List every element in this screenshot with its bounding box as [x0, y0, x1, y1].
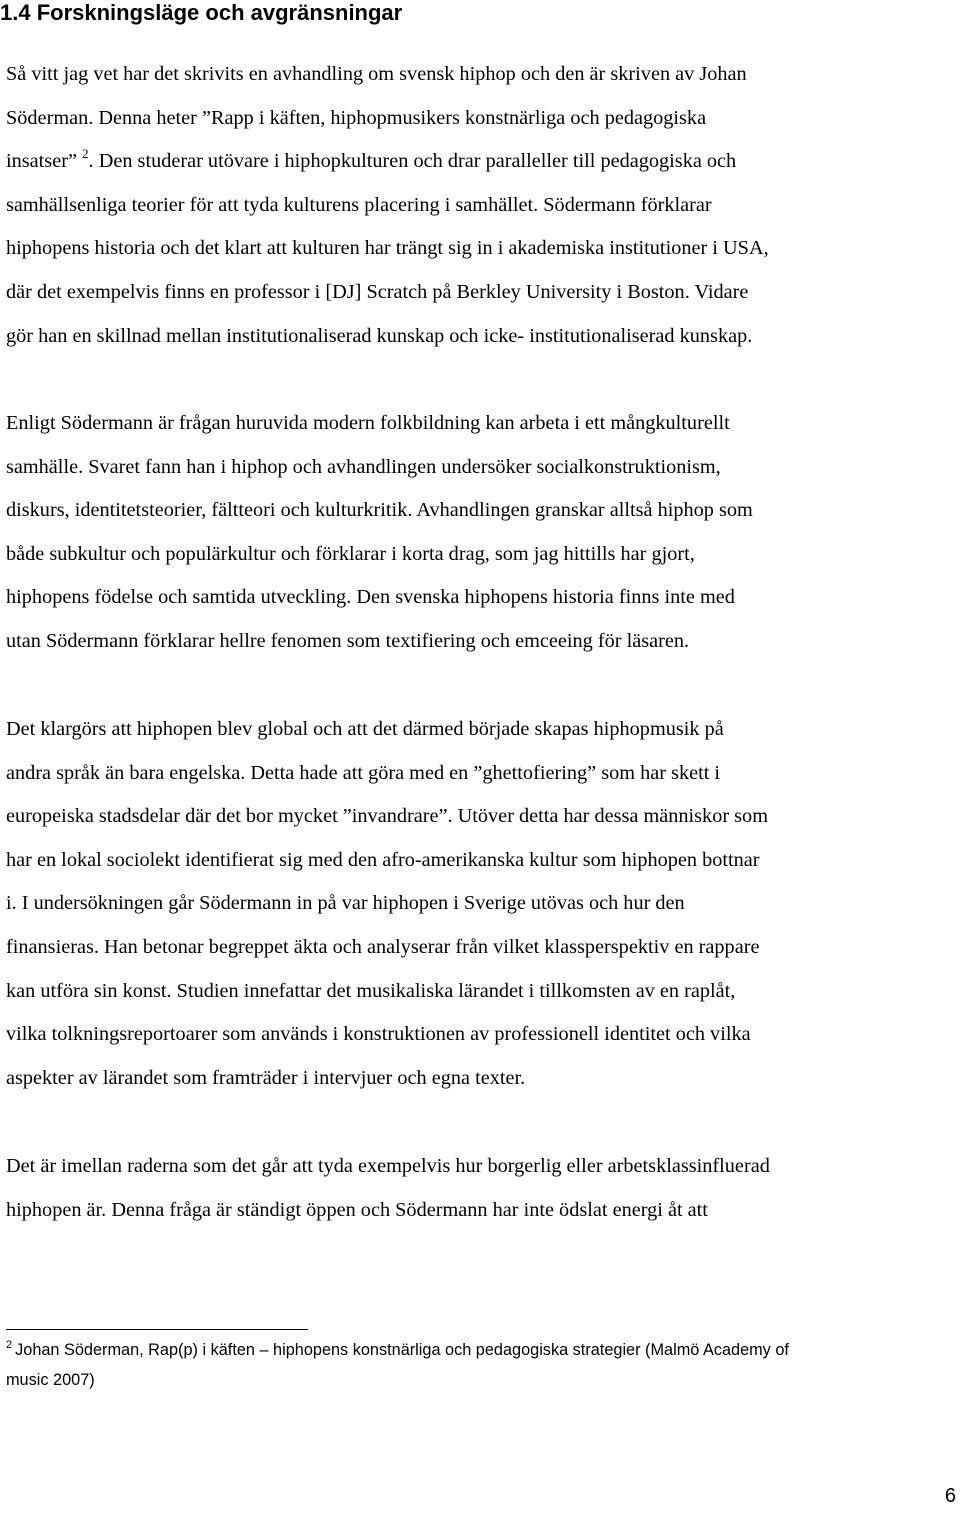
paragraph-line: gör han en skillnad mellan institutionaliserad kunskap och icke- institutionaliserad kunskap.: [6, 324, 753, 347]
paragraph-line: hiphopen är. Denna fråga är ständigt öppen och Södermann har inte ödslat energi åt att: [6, 1198, 708, 1221]
paragraph-line: vilka tolkningsreportoarer som används i konstruktionen av professionell identitet och vilka: [6, 1023, 751, 1046]
footnote: [6, 1335, 958, 1395]
paragraph-line: europeiska stadsdelar där det bor mycket ”invandrare”. Utöver detta har dessa människor som: [6, 805, 768, 828]
paragraph-line: Det är imellan raderna som det går att tyda exempelvis hur borgerlig eller arbetsklassinfluerad: [6, 1155, 770, 1177]
paragraph-line: samhällsenliga teorier för att tyda kulturens placering i samhället. Södermann förklarar: [6, 193, 712, 216]
paragraph-line: diskurs, identitetsteorier, fältteori och kulturkritik. Avhandlingen granskar alltså hiphop som: [6, 499, 753, 522]
paragraph-line: samhälle. Svaret fann han i hiphop och avhandlingen undersöker socialkonstruktionism,: [6, 455, 721, 478]
paragraph-line: i. I undersökningen går Södermann in på var hiphopen i Sverige utövas och hur den: [6, 892, 685, 915]
paragraph-research-status: [6, 53, 958, 358]
footnote-number: 2: [6, 1339, 13, 1351]
paragraph-line: hiphopens födelse och samtida utveckling. Den svenska hiphopens historia finns inte med: [6, 586, 735, 609]
paragraph-line: Enligt Södermann är frågan huruvida modern folkbildning kan arbeta i ett mångkulturellt: [6, 412, 730, 434]
paragraph-line-with-footnote: insatser” $^2$. Den studerar utövare i hiphopkulturen och drar paralleller till pedagogiska och: [6, 146, 737, 173]
paragraph-between-lines: [6, 1145, 958, 1232]
paragraph-folk-education: [6, 402, 958, 664]
paragraph-line: där det exempelvis finns en professor i [DJ] Scratch på Berkley University i Boston. Vidare: [6, 280, 749, 303]
paragraph-line: finansieras. Han betonar begreppet äkta och analyserar från vilket klassperspektiv en rappare: [6, 935, 760, 958]
footnote-reference[interactable]: 2: [82, 146, 89, 162]
paragraph-line: utan Södermann förklarar hellre fenomen som textifiering och emceeing för läsaren.: [6, 629, 690, 652]
page-number: 6: [944, 1485, 956, 1507]
paragraph-global-hiphop: [6, 708, 958, 1100]
footnote-separator: [6, 1329, 308, 1330]
paragraph-line: aspekter av lärandet som framträder i intervjuer och egna texter.: [6, 1066, 526, 1089]
paragraph-line-text: Den studerar utövare i hiphopkulturen och drar paralleller till pedagogiska och: [98, 150, 737, 173]
paragraph-line: både subkultur och populärkultur och förklarar i korta drag, som jag hittills har gjort,: [6, 542, 695, 565]
footnote-line: [6, 1335, 958, 1365]
section-heading: 1.4 Forskningsläge och avgränsningar: [0, 0, 403, 25]
paragraph-line: kan utföra sin konst. Studien innefattar det musikaliska lärandet i tillkomsten av en raplåt,: [6, 979, 736, 1002]
paragraph-line: Det klargörs att hiphopen blev global och att det därmed började skapas hiphopmusik på: [6, 718, 724, 740]
footnote-line: music 2007): [6, 1371, 95, 1389]
paragraph-line: andra språk än bara engelska. Detta hade att göra med en ”ghettofiering” som har skett i: [6, 761, 721, 784]
footnote-text: Johan Söderman, Rap(p) i käften – hiphopens konstnärliga och pedagogiska strategier (Malmö Academy of: [15, 1341, 789, 1359]
paragraph-line: Söderman. Denna heter ”Rapp i käften, hiphopmusikers konstnärliga och pedagogiska: [6, 106, 707, 129]
paragraph-line: har en lokal sociolekt identifierat sig med den afro-amerikanska kultur som hiphopen bottnar: [6, 848, 760, 871]
paragraph-line-text: insatser”: [6, 150, 77, 173]
paragraph-line: hiphopens historia och det klart att kulturen har trängt sig in i akademiska institutioner i USA,: [6, 237, 769, 260]
paragraph-line: Så vitt jag vet har det skrivits en avhandling om svensk hiphop och den är skriven av Johan: [6, 63, 747, 85]
